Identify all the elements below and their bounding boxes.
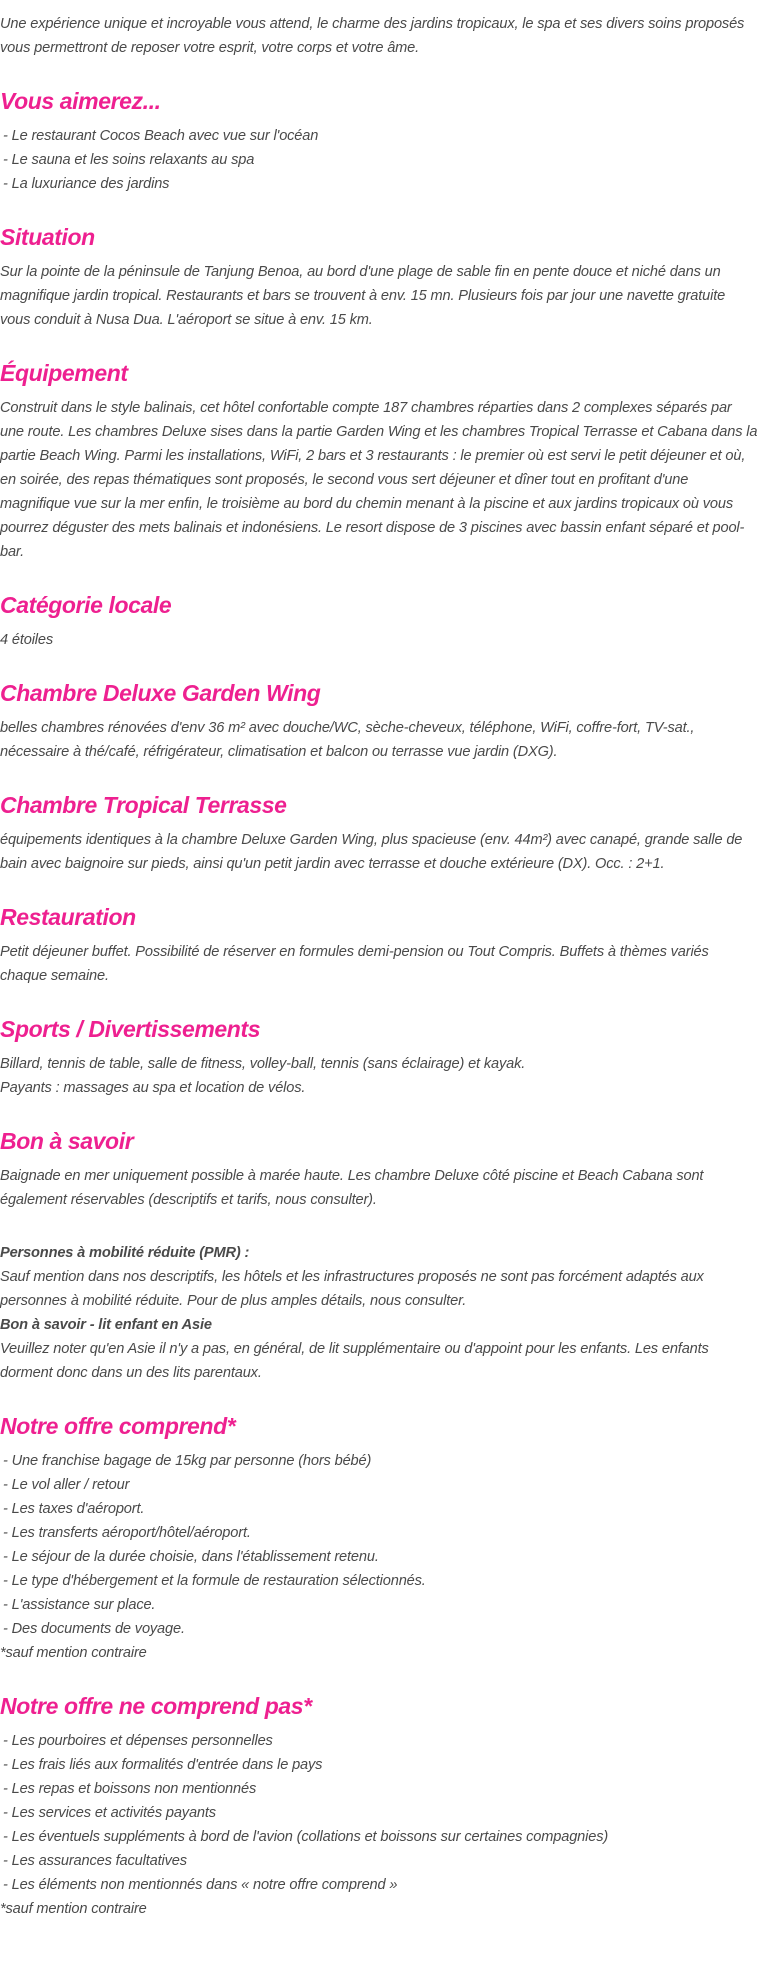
section-text: Payants : massages au spa et location de vélos. (0, 1080, 306, 1096)
footnote: *sauf mention contraire (0, 1645, 147, 1661)
list-item: - Les transferts aéroport/hôtel/aéroport. (3, 1525, 251, 1541)
section-categorie (0, 590, 758, 652)
section-text: Construit dans le style balinais, cet hôtel confortable compte 187 chambres réparties dans 2 complexes séparés par une route. Les chambres Deluxe sises dans la partie Garden Wing et les chambres Tropical Terrasse et Cabana dans la partie Beach Wing. Parmi les installations, WiFi, 2 bars et 3 restaurants : le premier où est servi le petit déjeuner et où, en soirée, des repas thématiques sont proposés, le second vous sert déjeuner et dîner tout en profitant d'une magnifique vue sur la mer enfin, le troisième au bord du chemin menant à la piscine et aux jardins tropicaux où vous pourrez déguster des mets balinais et indonésiens. Le resort dispose de 3 piscines avec bassin enfant séparé et pool-bar. (0, 400, 758, 560)
section-title: Notre offre ne comprend pas* (0, 1693, 312, 1719)
section-text: Billard, tennis de table, salle de fitness, volley-ball, tennis (sans éclairage) et kayak. (0, 1056, 526, 1072)
intro-text: Une expérience unique et incroyable vous attend, le charme des jardins tropicaux, le spa et ses divers soins proposés vous permettront de reposer votre esprit, votre corps et votre âme. (0, 16, 745, 56)
list-item: - Les pourboires et dépenses personnelles (3, 1733, 273, 1749)
section-equipement (0, 358, 758, 564)
list-item: - Les services et activités payants (3, 1805, 216, 1821)
section-vous-aimerez (0, 86, 758, 196)
lit-enfant-text: Veuillez noter qu'en Asie il n'y a pas, en général, de lit supplémentaire ou d'appoint pour les enfants. Les enfants dorment donc dans un des lits parentaux. (0, 1341, 709, 1381)
pmr-text: Sauf mention dans nos descriptifs, les hôtels et les infrastructures proposés ne sont pas forcément adaptés aux personnes à mobilité réduite. Pour de plus amples détails, nous consulter. (0, 1269, 704, 1309)
likes-list (0, 124, 758, 196)
list-item: - Les frais liés aux formalités d'entrée dans le pays (3, 1757, 323, 1773)
section-text: équipements identiques à la chambre Deluxe Garden Wing, plus spacieuse (env. 44m²) avec canapé, grande salle de bain avec baignoire sur pieds, ainsi qu'un petit jardin avec terrasse et douche extérieure (DX). Occ. : 2+1. (0, 832, 743, 872)
list-item: - Le restaurant Cocos Beach avec vue sur l'océan (3, 128, 319, 144)
section-sports (0, 1014, 758, 1100)
pmr-title: Personnes à mobilité réduite (PMR) : (0, 1245, 250, 1261)
excluded-list (0, 1729, 758, 1897)
section-title: Sports / Divertissements (0, 1016, 261, 1042)
list-item: - Les éventuels suppléments à bord de l'avion (collations et boissons sur certaines compagnies) (3, 1829, 609, 1845)
section-bon-a-savoir (0, 1126, 758, 1385)
section-text: Sur la pointe de la péninsule de Tanjung Benoa, au bord d'une plage de sable fin en pente douce et niché dans un magnifique jardin tropical. Restaurants et bars se trouvent à env. 15 mn. Plusieurs fois par jour une navette gratuite vous conduit à Nusa Dua. L'aéroport se situe à env. 15 km. (0, 264, 726, 328)
spacer (0, 1212, 758, 1241)
section-title: Notre offre comprend* (0, 1413, 236, 1439)
section-title: Situation (0, 224, 95, 250)
list-item: - Une franchise bagage de 15kg par personne (hors bébé) (3, 1453, 372, 1469)
section-restauration (0, 902, 758, 988)
section-text: Baignade en mer uniquement possible à marée haute. Les chambre Deluxe côté piscine et Beach Cabana sont également réservables (descriptifs et tarifs, nous consulter). (0, 1168, 704, 1208)
list-item: - Le type d'hébergement et la formule de restauration sélectionnés. (3, 1573, 426, 1589)
section-title: Restauration (0, 904, 136, 930)
section-text: belles chambres rénovées d'env 36 m² avec douche/WC, sèche-cheveux, téléphone, WiFi, coffre-fort, TV-sat., nécessaire à thé/café, réfrigérateur, climatisation et balcon ou terrasse vue jardin (DXG). (0, 720, 695, 760)
section-offre-comprend (0, 1411, 758, 1665)
section-title: Chambre Deluxe Garden Wing (0, 680, 321, 706)
list-item: - Le sauna et les soins relaxants au spa (3, 152, 255, 168)
footnote: *sauf mention contraire (0, 1901, 147, 1917)
section-chambre-tropical (0, 790, 758, 876)
section-title: Bon à savoir (0, 1128, 134, 1154)
list-item: - Des documents de voyage. (3, 1621, 185, 1637)
list-item: - Les éléments non mentionnés dans « notre offre comprend » (3, 1877, 398, 1893)
section-title: Équipement (0, 360, 128, 386)
list-item: - La luxuriance des jardins (3, 176, 170, 192)
list-item: - Le vol aller / retour (3, 1477, 130, 1493)
section-situation (0, 222, 758, 332)
list-item: - Le séjour de la durée choisie, dans l'établissement retenu. (3, 1549, 379, 1565)
section-offre-ne-comprend-pas (0, 1691, 758, 1921)
list-item: - Les taxes d'aéroport. (3, 1501, 145, 1517)
section-text: Petit déjeuner buffet. Possibilité de réserver en formules demi-pension ou Tout Compris. Buffets à thèmes variés chaque semaine. (0, 944, 709, 984)
section-chambre-deluxe (0, 678, 758, 764)
section-title: Catégorie locale (0, 592, 172, 618)
list-item: - Les assurances facultatives (3, 1853, 187, 1869)
section-title: Chambre Tropical Terrasse (0, 792, 287, 818)
list-item: - Les repas et boissons non mentionnés (3, 1781, 257, 1797)
list-item: - L'assistance sur place. (3, 1597, 156, 1613)
hotel-description (0, 12, 758, 1921)
section-text: 4 étoiles (0, 632, 54, 648)
included-list (0, 1449, 758, 1641)
section-title: Vous aimerez... (0, 88, 161, 114)
lit-enfant-title: Bon à savoir - lit enfant en Asie (0, 1317, 212, 1333)
